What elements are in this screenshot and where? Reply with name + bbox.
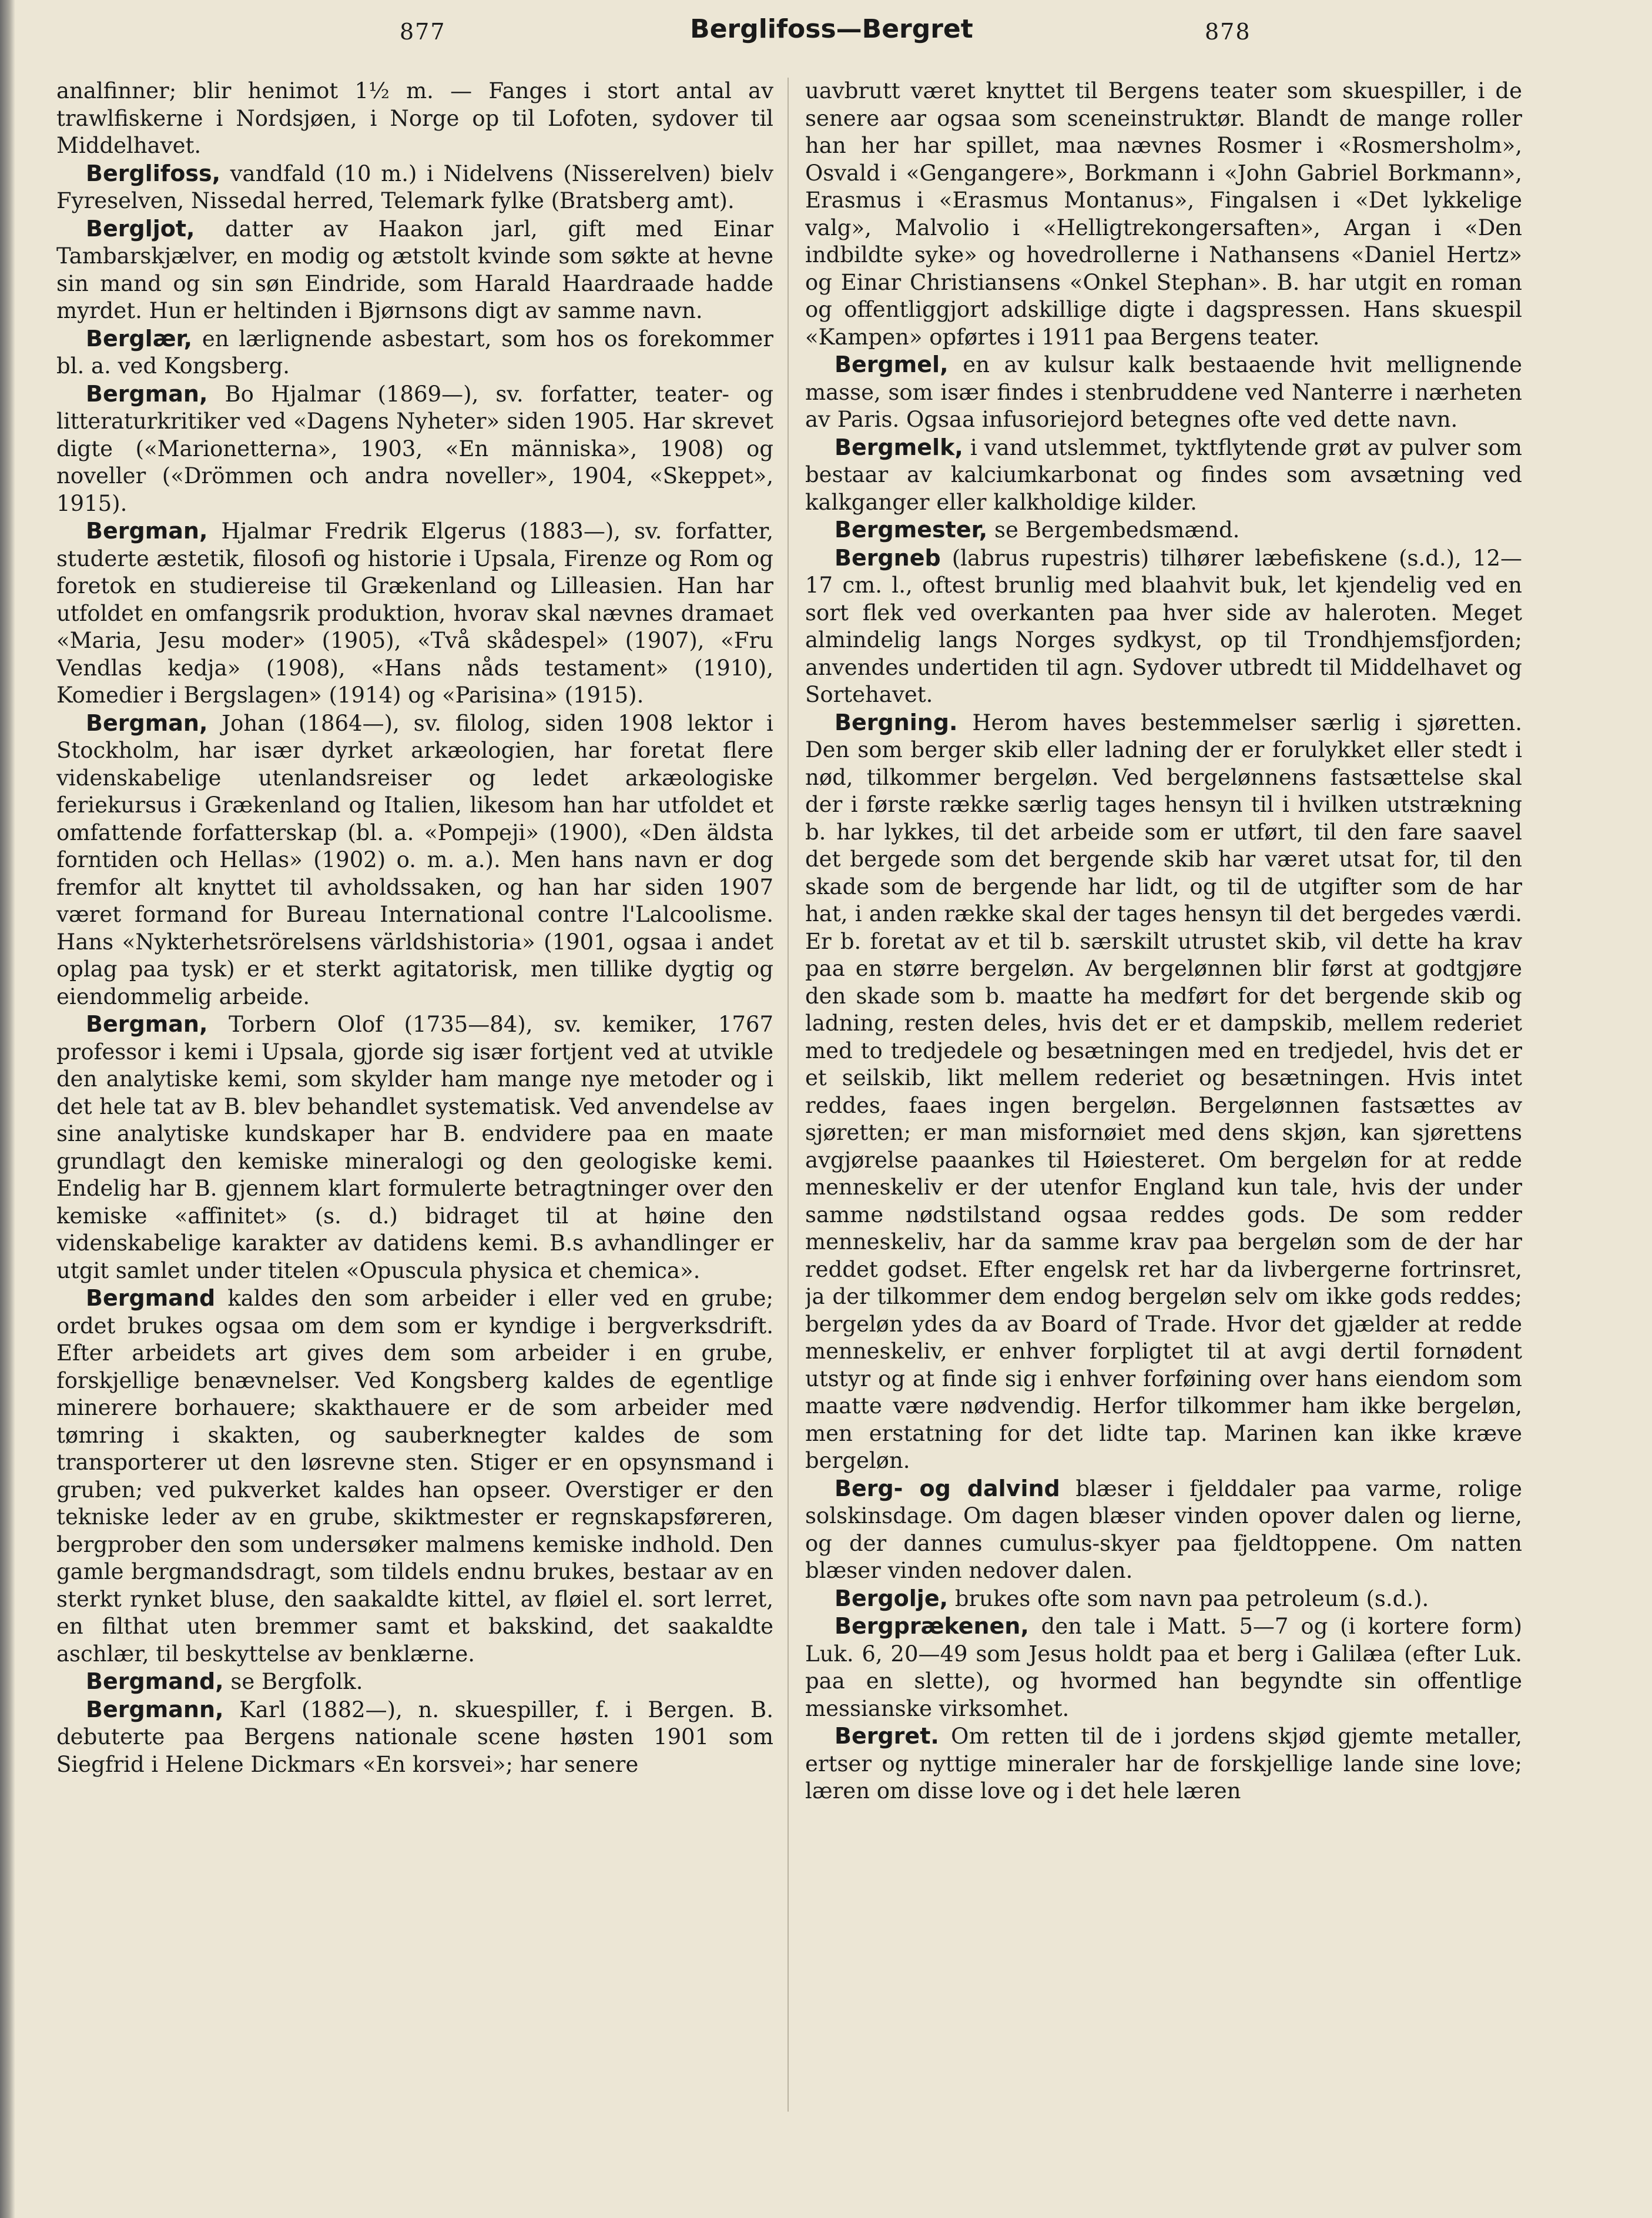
entry-headword: Bergret. xyxy=(835,1723,939,1749)
entry-text: blæser i fjelddaler paa varme, rolige solskinsdage. Om dagen blæser vinden opover dalen og lierne, og der dannes cumulus-skyer paa fjeldtoppene. Om natten blæser vinden nedover dalen. xyxy=(805,1476,1522,1583)
entry-text: uavbrutt været knyttet til Bergens teater som skuespiller, i de senere aar ogsaa som sceneinstruktør. Blandt de mange roller han her har spillet, maa nævnes Rosmer i «Rosmersholm», Osvald i «Gengangere», Borkmann i «John Gabriel Borkmann», Erasmus i «Erasmus Montanus», Fingalsen i «Det lykkelige valg», Malvolio i «Helligtrekongersaften», Argan i «Den indbildte syke» og hovedrollerne i Nathansens «Daniel Hertz» og Einar Christiansens «Onkel Stephan». B. har utgit en roman og offentliggjort adskillige digte i dagspressen. Hans skuespil «Kampen» opførtes i 1911 paa Bergens teater. xyxy=(805,78,1522,350)
entry-headword: Bergman, xyxy=(86,518,208,544)
entry xyxy=(56,1668,773,1696)
book-binding-shadow xyxy=(0,0,15,2218)
entry-headword: Bergmester, xyxy=(835,517,988,543)
entry xyxy=(805,709,1522,1475)
entry-text: en av kulsur kalk bestaaende hvit mellignende masse, som især findes i stenbruddene ved Nanterre i nærheten av Paris. Ogsaa infusoriejord betegnes ofte ved dette navn. xyxy=(805,352,1522,432)
entry-text: vandfald (10 m.) i Nidelvens (Nisserelven) bielv Fyreselven, Nissedal herred, Telemark fylke (Bratsberg amt). xyxy=(56,160,773,213)
entry-text: Torbern Olof (1735—84), sv. kemiker, 1767 professor i kemi i Upsala, gjorde sig især fortjent ved at utvikle den analytiske kemi, som skylder ham mange nye metoder og i det hele tat av B. blev behandlet systematisk. Ved anvendelse av sine analytiske kundskaper har B. endvidere paa en maate grundlagt den kemiske mineralogi og den geologiske kemi. Endelig har B. gjennem klart formulerte betragtninger over den kemiske «affinitet» (s. d.) bidraget til at høine den videnskabelige karakter av datidens kemi. B.s avhandlinger er utgit samlet under titelen «Opuscula physica et chemica». xyxy=(56,1012,773,1283)
entry xyxy=(805,1722,1522,1805)
entry-text: Johan (1864—), sv. filolog, siden 1908 lektor i Stockholm, har især dyrket arkæologien, har foretat flere videnskabelige utenlandsreiser og ledet arkæologiske feriekursus i Grækenland og Italien, likesom han har utfoldet et omfattende forfatterskap (bl. a. «Pompeji» (1900), «Den äldsta forntiden och Hellas» (1902) o. m. a.). Men hans navn er dog fremfor alt knyttet til avholdssaken, og han har siden 1907 været formand for Bureau International contre l'Lalcoolisme. Hans «Nykterhetsrörelsens världshistoria» (1901, ogsaa i andet oplag paa tysk) er et sterkt agitatorisk, men tillike dygtig og eiendommelig arbeide. xyxy=(56,710,773,1009)
entry-text: en lærlignende asbestart, som hos os forekommer bl. a. ved Kongsberg. xyxy=(56,326,773,379)
entry-headword: Bergmand xyxy=(86,1285,216,1311)
entry-text: se Bergembedsmænd. xyxy=(994,517,1240,543)
entry-text: brukes ofte som navn paa petroleum (s.d.). xyxy=(954,1585,1429,1611)
entry-text: Om retten til de i jordens skjød gjemte metaller, ertser og nyttige mineraler har de forskjellige lande sine love; læren om disse love og i det hele læren xyxy=(805,1724,1522,1804)
entry xyxy=(805,516,1522,544)
entry-text: Hjalmar Fredrik Elgerus (1883—), sv. forfatter, studerte æstetik, filosofi og historie i Upsala, Firenze og Rom og foretok en studiereise til Grækenland og Lilleasien. Han har utfoldet en omfangsrik produktion, hvorav skal nævnes dramaet «Maria, Jesu moder» (1905), «Två skådespel» (1907), «Fru Vendlas kedja» (1908), «Hans nåds testament» (1910), Komedier i Bergslagen» (1914) og «Parisina» (1915). xyxy=(56,518,773,708)
entry xyxy=(56,1696,773,1779)
page-header xyxy=(53,13,1610,54)
entry-headword: Bergman, xyxy=(86,1011,208,1037)
page-number-right: 878 xyxy=(1205,19,1251,45)
entry xyxy=(56,215,773,325)
entry-text: se Bergfolk. xyxy=(230,1669,363,1694)
entry-text: (labrus rupestris) tilhører læbefiskene (s.d.), 12—17 cm. l., oftest brunlig med blaahvit buk, let kjendelig ved en sort flek ved overkanten paa hver side av haleroten. Meget almindelig langs Norges sydkyst, op til Trondhjemsfjorden; anvendes undertiden til agn. Sydover utbredt til Middelhavet og Sortehavet. xyxy=(805,545,1522,707)
entry-text: kaldes den som arbeider i eller ved en grube; ordet brukes ogsaa om dem som er kyndige i bergverksdrift. Efter arbeidets art gives dem som arbeider i en grube, forskjellige benævnelser. Ved Kongsberg kaldes de egentlige minerere borhauere; skakthauere er de som arbeider med tømring i skakten, og sauberknegter kaldes de som transporterer ut den løsrevne sten. Stiger er en opsynsmand i gruben; ved pukverket kaldes han opseer. Overstiger er den tekniske leder av en grube, skiktmester er regnskapsføreren, bergprober den som undersøker malmens kemiske indhold. Den gamle bergmandsdragt, som tildels endnu brukes, bestaar av en sterkt rynket bluse, den saakaldte kittel, av fløiel el. sort lerret, en filthat uten bremmer samt et bakskind, det saakaldte aschlær, til beskyttelse av benklærne. xyxy=(56,1286,773,1667)
entry-headword: Berg- og dalvind xyxy=(835,1475,1060,1501)
right-column xyxy=(805,78,1522,2194)
entry xyxy=(805,1613,1522,1722)
entry xyxy=(805,544,1522,709)
left-column xyxy=(56,78,773,2194)
entry-text: i vand utslemmet, tyktflytende grøt av pulver som bestaar av kalciumkarbonat og findes som avsætning ved kalkganger eller kalkholdige kilder. xyxy=(805,434,1522,515)
entry xyxy=(56,160,773,215)
entry xyxy=(805,351,1522,434)
running-title: Berglifoss—Bergret xyxy=(690,14,973,44)
entry xyxy=(56,380,773,518)
entry-headword: Bergljot, xyxy=(86,215,195,242)
entry xyxy=(56,325,773,380)
entry-headword: Bergmel, xyxy=(835,352,949,377)
entry-headword: Bergneb xyxy=(835,544,941,571)
entry-text: datter av Haakon jarl, gift med Einar Tambarskjælver, en modig og ætstolt kvinde som søkte at hevne sin mand og sin søn Eindride, som Harald Haardraade hadde myrdet. Hun er heltinden i Bjørnsons digt av samme navn. xyxy=(56,216,773,323)
entry-text: analfinner; blir henimot 1½ m. — Fanges i stort antal av trawlfiskerne i Nordsjøen, i Norge op til Lofoten, sydover til Middelhavet. xyxy=(56,78,773,158)
entry-headword: Berglær, xyxy=(86,325,193,352)
entry xyxy=(56,1011,773,1284)
entry-headword: Bergmann, xyxy=(86,1696,224,1722)
column-divider xyxy=(788,78,789,2112)
entry-headword: Bergprækenen, xyxy=(835,1613,1029,1639)
entry-headword: Bergman, xyxy=(86,380,208,407)
entry xyxy=(56,78,773,160)
entry-text: Karl (1882—), n. skuespiller, f. i Bergen. B. debuterte paa Bergens nationale scene høsten 1901 som Siegfrid i Helene Dickmars «En korsvei»; har senere xyxy=(56,1697,773,1777)
entry xyxy=(805,434,1522,517)
entry-text: Bo Hjalmar (1869—), sv. forfatter, teater- og litteraturkritiker ved «Dagens Nyheter» siden 1905. Har skrevet digte («Marionetterna», 1903, «En människa», 1908) og noveller («Drömmen och andra noveller», 1904, «Skeppet», 1915). xyxy=(56,381,773,516)
entry xyxy=(805,78,1522,351)
page-number-left: 877 xyxy=(400,19,446,45)
entry-headword: Bergmand, xyxy=(86,1668,224,1694)
entry-headword: Bergman, xyxy=(86,710,208,736)
entry-headword: Bergmelk, xyxy=(835,434,963,460)
entry-text: Herom haves bestemmelser særlig i sjøretten. Den som berger skib eller ladning der er forulykket eller stedt i nød, tilkommer bergeløn. Ved bergelønnens fastsættelse skal der i første række særlig tages hensyn til i hvilken utstrækning b. har lykkes, til det arbeide som er utført, til den fare saavel det bergede som det bergende skib har været utsat for, til den skade som de bergende har lidt, og til de utgifter som de har hat, i anden række skal der tages hensyn til det bergedes værdi. Er b. foretat av et til b. særskilt utrustet skib, vil dette ha krav paa en større bergeløn. Av bergelønnen blir først at godtgjøre den skade som b. maatte ha medført for det bergende skib og ladning, resten deles, hvis det er et dampskib, mellem rederiet med to tredjedele og besætningen med en tredjedel, hvis det er et seilskib, likt mellem rederiet og besætningen. Hvis intet reddes, faaes ingen bergeløn. Bergelønnen fastsættes av sjøretten; er man misfornøiet med dens skjøn, kan sjørettens avgjørelse paaankes til Høiesteret. Om bergeløn for at redde menneskeliv er der utenfor England kun tale, hvis der under samme nødstilstand ogsaa reddes gods. De som redder menneskeliv, har da samme krav paa bergeløn som de der har reddet godset. Efter engelsk ret har da livbergerne fortrinsret, ja der tilkommer dem endog bergeløn selv om ikke gods reddes; bergeløn ydes da av Board of Trade. Hvor det gjælder at redde menneskeliv, er enhver forpligtet til at avgi dertil fornødent utstyr og at finde sig i enhver forføining over hans eiendom som maatte være nødvendig. Herfor tilkommer ham ikke bergeløn, men erstatning for det lidte tap. Marinen kan ikke kræve bergeløn. xyxy=(805,710,1522,1473)
entry xyxy=(805,1585,1522,1613)
entry-headword: Bergolje, xyxy=(835,1585,949,1611)
entry xyxy=(805,1475,1522,1585)
entry xyxy=(56,517,773,710)
entry xyxy=(56,1284,773,1668)
entry-headword: Bergning. xyxy=(835,709,958,735)
entry-text: den tale i Matt. 5—7 og (i kortere form) Luk. 6, 20—49 som Jesus holdt paa et berg i Galilæa (efter Luk. paa en slette), og hvormed han begyndte sin offentlige messianske virksomhet. xyxy=(805,1614,1522,1721)
entry xyxy=(56,710,773,1011)
entry-headword: Berglifoss, xyxy=(86,160,221,186)
